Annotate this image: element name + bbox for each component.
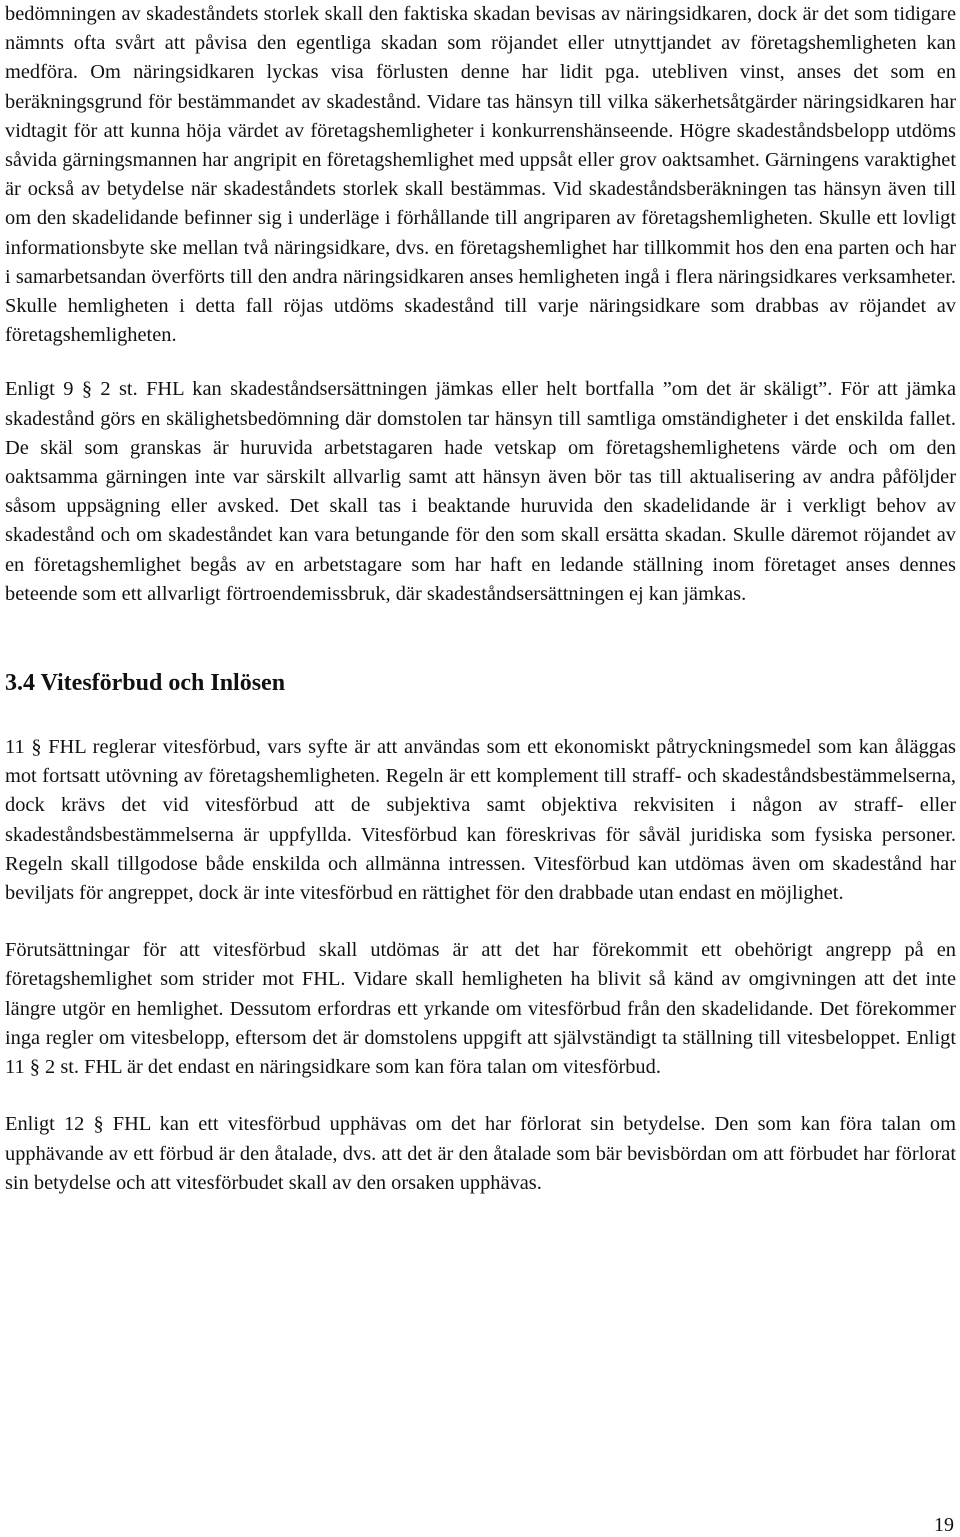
paragraph-injunction-purpose: 11 § FHL reglerar vitesförbud, vars syfte är att användas som ett ekonomiskt påtryckningsmedel som kan åläggas mot fortsatt utövning av företagshemligheten. Regeln är ett komplement till straff- och skadeståndsbestämmelserna, dock krävs det vid vitesförbud att de subjektiva samt objektiva rekvisiten i någon av straff- eller skadeståndsbestämmelserna är uppfyllda. Vitesförbud kan föreskrivas för såväl juridiska som fysiska personer. Regeln skall tillgodose både enskilda och allmänna intressen. Vitesförbud kan utdömas även om skadestånd har beviljats för angreppet, dock är inte vitesförbud en rättighet för den drabbade utan endast en möjlighet.	[5, 736, 956, 905]
section-heading: 3.4 Vitesförbud och Inlösen	[5, 670, 286, 697]
page-number: 19	[934, 1514, 954, 1536]
paragraph-damages-assessment: bedömningen av skadeståndets storlek skall den faktiska skadan bevisas av näringsidkaren, dock är det som tidigare nämnts ofta svårt att påvisa den egentliga skadan som röjandet eller utnyttjandet av företagshemligheten kan medföra. Om näringsidkaren lyckas visa förlusten denne har lidit pga. utebliven vinst, anses det som en beräkningsgrund för bestämmandet av skadestånd. Vidare tas hänsyn till vilka säkerhetsåtgärder näringsidkaren har vidtagit för att kunna höja värdet av företagshemligheter i konkurrenshänseende. Högre skadeståndsbelopp utdöms såvida gärningsmannen har angripit en företagshemlighet med uppsåt eller grov oaktsamhet. Gärningens varaktighet är också av betydelse när skadeståndets storlek skall bestämmas. Vid skadeståndsberäkningen tas hänsyn även till om den skadelidande befinner sig i underläge i förhållande till angriparen av företagshemligheten. Skulle ett lovligt informationsbyte ske mellan två näringsidkare, dvs. en företagshemlighet har tillkommit hos den ena parten och har i samarbetsandan överförts till den andra näringsidkaren anses hemligheten ingå i flera näringsidkares verksamheter. Skulle hemligheten i detta fall röjas utdöms skadestånd till varje näringsidkare som drabbas av röjandet av företagshemligheten.	[5, 3, 956, 347]
paragraph-injunction-conditions: Förutsättningar för att vitesförbud skall utdömas är att det har förekommit ett obehörigt angrepp på en företagshemlighet som strider mot FHL. Vidare skall hemligheten ha blivit så känd av omgivningen att det inte längre utgör en hemlighet. Dessutom erfordras ett yrkande om vitesförbud från den skadelidande. Det förekommer inga regler om vitesbelopp, eftersom det är domstolens uppgift att självständigt ta ställning till vitesbeloppet. Enligt 11 § 2 st. FHL är det endast en näringsidkare som kan föra talan om vitesförbud.	[5, 939, 956, 1079]
paragraph-injunction-revocation: Enligt 12 § FHL kan ett vitesförbud upphävas om det har förlorat sin betydelse. Den som kan föra talan om upphävande av ett förbud är den åtalade, dvs. att det är den åtalade som bär bevisbördan om att förbudet har förlorat sin betydelse och att vitesförbudet skall av den orsaken upphävas.	[5, 1113, 956, 1194]
document-body	[5, 0, 956, 1198]
paragraph-damages-adjustment: Enligt 9 § 2 st. FHL kan skadeståndsersättningen jämkas eller helt bortfalla ”om det är skäligt”. För att jämka skadestånd görs en skälighetsbedömning där domstolen tar hänsyn till samtliga omständigheter i det enskilda fallet. De skäl som granskas är huruvida arbetstagaren hade vetskap om företagshemlighetens värde och om den oaktsamma gärningen inte var särskilt allvarlig samt att hänsyn även bör tas till aktualisering av andra påföljder såsom uppsägning eller avsked. Det skall tas i beaktande huruvida den skadelidande är i verkligt behov av skadestånd och om skadeståndet kan vara betungande för den som skall ersätta skadan. Skulle däremot röjandet av en företagshemlighet begås av en arbetstagare som har haft en ledande ställning inom företaget anses dennes beteende som ett allvarligt förtroendemissbruk, där skadeståndsersättningen ej kan jämkas.	[5, 378, 956, 605]
